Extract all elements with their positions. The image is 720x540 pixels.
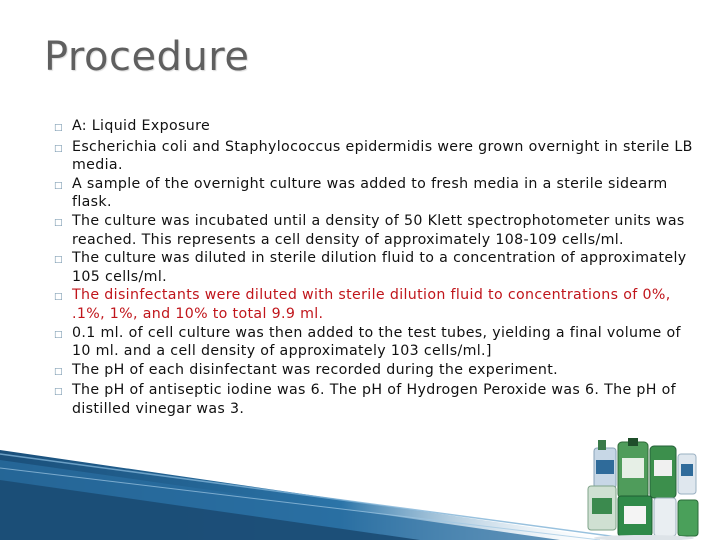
bullet-text: A: Liquid Exposure [72,118,211,134]
list-item [54,324,694,361]
bullet-text: The culture was diluted in sterile dilution fluid to a concentration of approximately 105 cells/ml. [72,250,687,285]
bullet-text: A sample of the overnight culture was added to fresh media in a sterile sidearm flask. [72,175,668,211]
list-item [54,175,694,212]
bullet-text: 0.1 ml. of cell culture was then added to the test tubes, yielding a final volume of 10 ml. and a cell density of approximately 103 cells/ml.] [72,324,681,360]
bullet-list [54,117,694,419]
list-item [54,212,694,249]
disinfectant-bottles-image [584,438,700,540]
square-bullet-icon: □ [54,123,63,133]
list-item [54,117,694,138]
square-bullet-icon: □ [54,387,63,398]
square-bullet-icon: □ [54,329,63,340]
list-item [54,286,694,323]
bullet-text: The pH of each disinfectant was recorded during the experiment. [72,361,558,378]
square-bullet-icon: □ [54,366,63,377]
list-item [54,249,694,286]
square-bullet-icon: □ [54,143,63,154]
bullet-text: The disinfectants were diluted with sterile dilution fluid to concentrations of 0%, .1%, 1%, and 10% to total 9.9 ml. [72,287,671,322]
bullet-text: The culture was incubated until a density of 50 Klett spectrophotometer units was reached. This represents a cell density of approximately 108-109 cells/ml. [72,212,685,248]
list-item [54,138,694,175]
square-bullet-icon: □ [54,292,63,303]
bullet-text: The pH of antiseptic iodine was 6. The pH of Hydrogen Peroxide was 6. The pH of distilled vinegar was 3. [72,382,676,417]
square-bullet-icon: □ [54,255,63,266]
bullet-text: Escherichia coli and Staphylococcus epidermidis were grown overnight in sterile LB media. [72,138,693,174]
list-item [54,361,694,382]
square-bullet-icon: □ [54,217,63,228]
slide-title: Procedure [44,34,250,80]
list-item [54,381,694,418]
square-bullet-icon: □ [54,180,63,191]
